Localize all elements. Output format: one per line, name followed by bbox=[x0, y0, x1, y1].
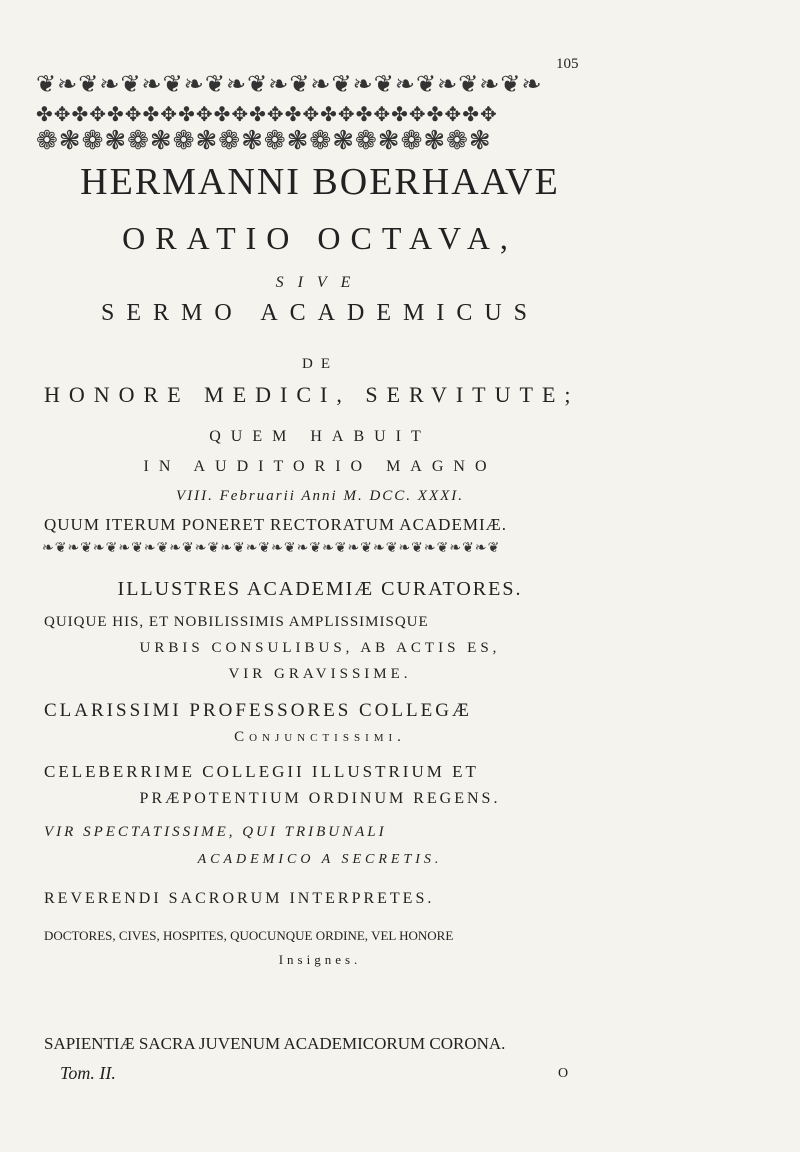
address-consules-3: VIR GRAVISSIME. bbox=[228, 666, 412, 682]
address-secretis-1: VIR SPECTATISSIME, QUI TRIBUNALI bbox=[44, 824, 387, 840]
headpiece-ornament-row-1: ❦❧❦❧❦❧❦❧❦❧❦❧❦❧❦❧❦❧❦❧❦❧❦❧ bbox=[36, 72, 543, 98]
address-regens-2: PRÆPOTENTIUM ORDINUM REGENS. bbox=[139, 790, 501, 807]
subject-line: HONORE MEDICI, SERVITUTE; bbox=[44, 382, 580, 407]
page-number: 105 bbox=[556, 56, 579, 72]
date-line: VIII. Februarii Anni M. DCC. XXXI. bbox=[175, 488, 465, 504]
address-secretis-2: ACADEMICO A SECRETIS. bbox=[197, 852, 443, 867]
address-professores-2: Conjunctissimi. bbox=[234, 729, 406, 745]
address-regens-1: CELEBERRIME COLLEGII ILLUSTRIUM ET bbox=[44, 762, 479, 781]
signature-mark: O bbox=[558, 1066, 569, 1081]
address-curatores: ILLUSTRES ACADEMIÆ CURATORES. bbox=[117, 578, 523, 600]
address-juvenum: SAPIENTIÆ SACRA JUVENUM ACADEMICORUM CORONA. bbox=[44, 1034, 506, 1053]
rectoratum-line: QUUM ITERUM PONERET RECTORATUM ACADEMIÆ. bbox=[44, 515, 507, 534]
de-line: DE bbox=[302, 356, 338, 372]
sive-line: SIVE bbox=[275, 274, 365, 291]
headpiece-ornament-row-2: ✤✥✤✥✤✥✤✥✤✥✤✥✤✥✤✥✤✥✤✥✤✥✤✥✤✥ bbox=[36, 104, 498, 124]
address-doctores-2: Insignes. bbox=[278, 952, 362, 967]
address-professores-1: CLARISSIMI PROFESSORES COLLEGÆ bbox=[44, 700, 472, 721]
ornamental-divider: ❧❦❧❦❧❦❧❦❧❦❧❦❧❦❧❦❧❦❧❦❧❦❧❦❧❦❧❦❧❦❧❦❧❦❧❦ bbox=[42, 541, 501, 556]
auditorio-line: IN AUDITORIO MAGNO bbox=[143, 458, 497, 475]
volume-marker: Tom. II. bbox=[60, 1063, 116, 1083]
oration-title: ORATIO OCTAVA, bbox=[122, 220, 518, 256]
address-consules-2: URBIS CONSULIBUS, AB ACTIS ES, bbox=[139, 640, 501, 656]
sermo-line: SERMO ACADEMICUS bbox=[100, 300, 540, 326]
address-consules-1: QUIQUE HIS, ET NOBILISSIMIS AMPLISSIMISQUE bbox=[44, 614, 429, 630]
address-interpretes: REVERENDI SACRORUM INTERPRETES. bbox=[44, 890, 435, 907]
headpiece-ornament-row-3: ❁❃❁❃❁❃❁❃❁❃❁❃❁❃❁❃❁❃❁❃ bbox=[36, 126, 492, 155]
author-heading: HERMANNI BOERHAAVE bbox=[80, 161, 560, 203]
address-doctores-1: DOCTORES, CIVES, HOSPITES, QUOCUNQUE ORDINE, VEL HONORE bbox=[44, 928, 454, 943]
quem-habuit-line: QUEM HABUIT bbox=[209, 428, 431, 445]
